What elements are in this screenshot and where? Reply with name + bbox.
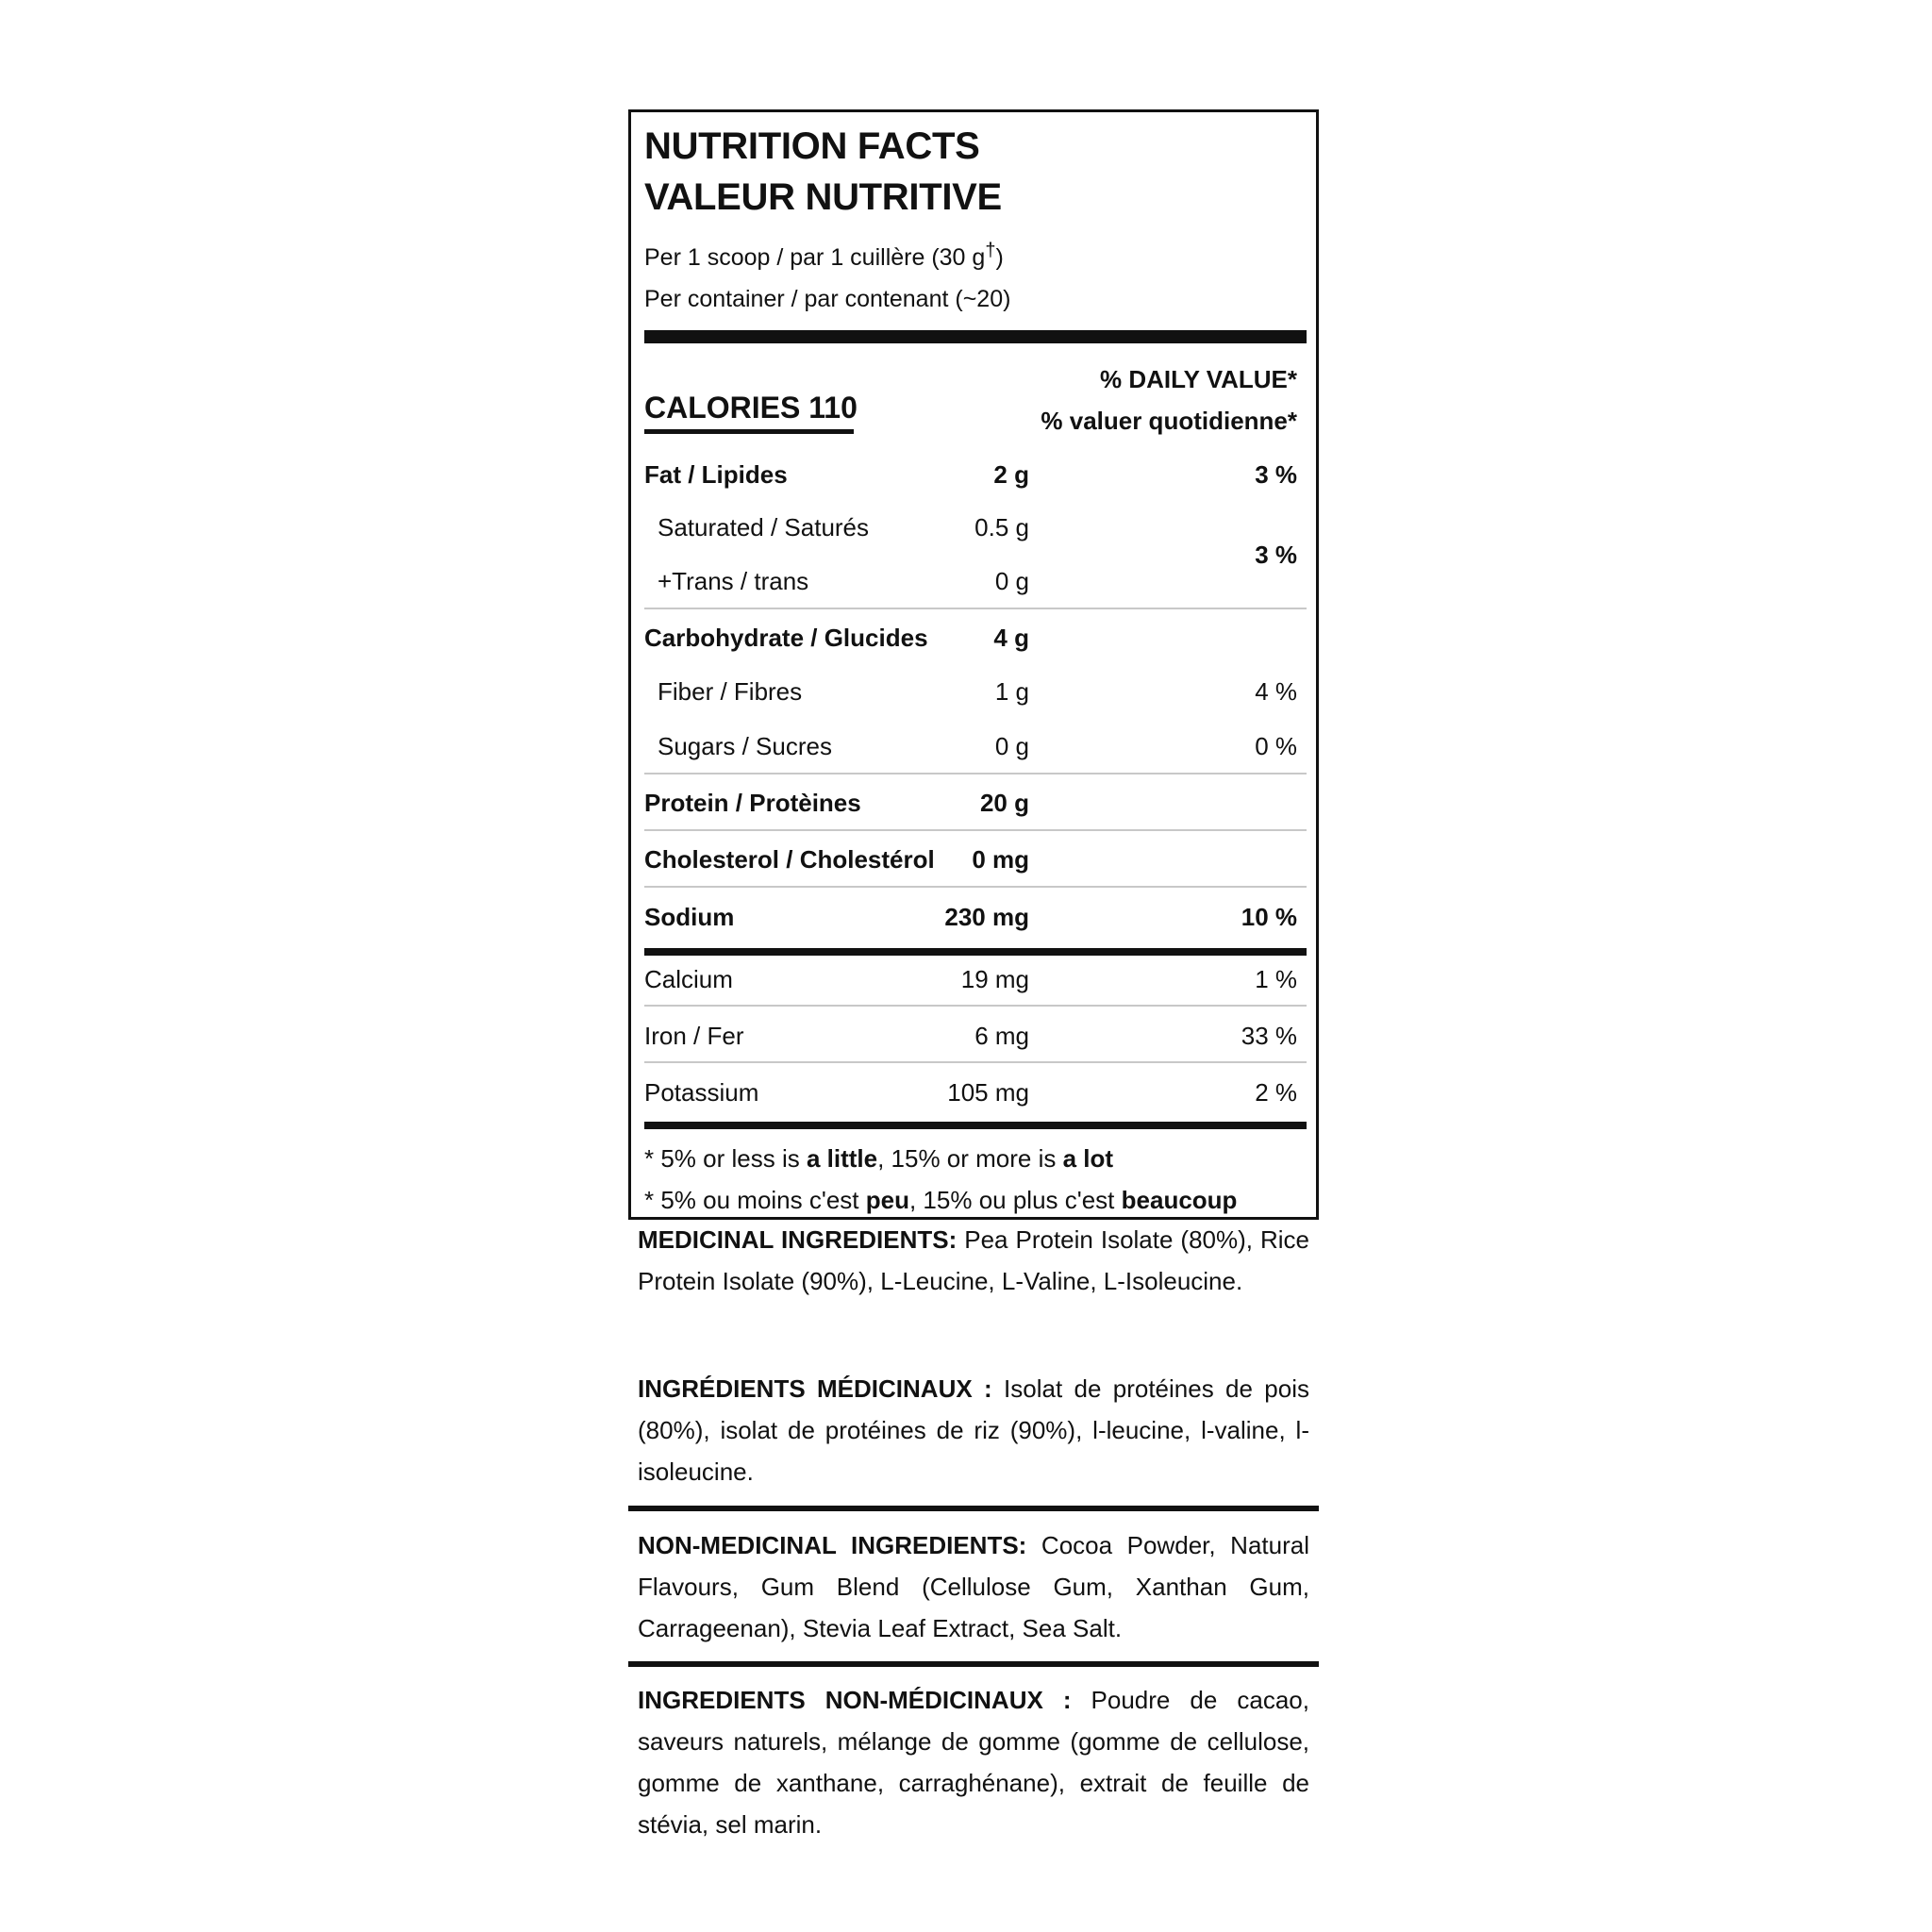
divider-line [644,1005,1307,1007]
non-medicinal-ingredients-en-heading: NON-MEDICINAL INGREDIENTS: [638,1531,1027,1559]
trans-amount: 0 g [994,567,1029,595]
serving-size-close: ) [995,244,1004,271]
calories-label: CALORIES 110 [644,391,858,425]
saturated-trans-daily-value: 3 % [1255,541,1297,569]
footnote-en-text: * 5% or less is [644,1144,807,1173]
divider-line [644,608,1307,609]
footnote-english [644,1144,1113,1174]
carbohydrate-amount: 4 g [993,624,1029,652]
divider-line [644,773,1307,774]
non-medicinal-ingredients-fr [638,1679,1309,1845]
iron-amount: 6 mg [974,1022,1029,1050]
carbohydrate-label: Carbohydrate / Glucides [644,624,928,652]
calcium-amount: 19 mg [960,965,1029,993]
footnote-fr-peu: peu [865,1186,909,1214]
ingredients-divider [628,1506,1319,1511]
footnote-en-little: a little [806,1144,878,1173]
divider-line [644,829,1307,831]
sugars-amount: 0 g [994,732,1029,760]
iron-daily-value: 33 % [1241,1022,1297,1050]
iron-label: Iron / Fer [644,1022,744,1050]
serving-size [644,240,1004,272]
servings-per-container: Per container / par contenant (~20) [644,286,1011,312]
serving-size-text: Per 1 scoop / par 1 cuillère (30 g [644,244,986,271]
fat-amount: 2 g [993,460,1029,489]
medicinal-ingredients-fr [638,1368,1309,1492]
fat-label: Fat / Lipides [644,460,788,489]
sodium-daily-value: 10 % [1241,903,1297,931]
potassium-amount: 105 mg [947,1078,1029,1107]
fat-daily-value: 3 % [1255,460,1297,489]
footnote-en-lot: a lot [1062,1144,1114,1173]
header-divider-bar [644,330,1307,343]
ingredients-divider [628,1661,1319,1667]
calcium-daily-value: 1 % [1255,965,1297,993]
non-medicinal-ingredients-fr-heading: INGREDIENTS NON-MÉDICINAUX : [638,1686,1072,1714]
medicinal-ingredients-en-text: Pea Protein Isolate (80%), Rice Protein Isolate (90%), L-Leucine, L-Valine, L-Isoleucine. [638,1225,1309,1295]
trans-label: +Trans / trans [658,567,809,595]
fiber-amount: 1 g [994,677,1029,706]
fiber-label: Fiber / Fibres [658,677,803,706]
medicinal-ingredients-fr-text: Isolat de protéines de pois (80%), isolat de protéines de riz (90%), l-leucine, l-valine, l-isoleucine. [638,1374,1309,1486]
calories-underline [644,429,854,434]
daily-value-heading-en: % DAILY VALUE* [1099,365,1297,393]
calcium-label: Calcium [644,965,733,993]
title-french: VALEUR NUTRITIVE [644,176,1002,218]
footnote-en-text: , 15% or more is [877,1144,1063,1173]
sugars-daily-value: 0 % [1255,732,1297,760]
footnote-divider-bar [644,1122,1307,1129]
footnote-french [644,1186,1237,1215]
vitamins-divider-bar [644,948,1307,956]
saturated-amount: 0.5 g [974,513,1029,541]
potassium-daily-value: 2 % [1255,1078,1297,1107]
non-medicinal-ingredients-en [638,1524,1309,1649]
sodium-amount: 230 mg [944,903,1029,931]
sugars-label: Sugars / Sucres [658,732,832,760]
non-medicinal-ingredients-en-text: Cocoa Powder, Natural Flavours, Gum Blend (Cellulose Gum, Xanthan Gum, Carrageenan), Stevia Leaf Extract, Sea Salt. [638,1531,1309,1642]
daily-value-heading-fr: % valuer quotidienne* [1041,407,1297,435]
medicinal-ingredients-en-heading: MEDICINAL INGREDIENTS: [638,1225,958,1254]
footnote-fr-text: , 15% ou plus c'est [908,1186,1122,1214]
saturated-label: Saturated / Saturés [658,513,870,541]
cholesterol-label: Cholesterol / Cholestérol [644,845,935,874]
protein-amount: 20 g [979,789,1029,817]
title-english: NUTRITION FACTS [644,125,980,167]
divider-line [644,886,1307,888]
sodium-label: Sodium [644,903,735,931]
fiber-daily-value: 4 % [1255,677,1297,706]
footnote-fr-text: * 5% ou moins c'est [644,1186,866,1214]
protein-label: Protein / Protèines [644,789,861,817]
potassium-label: Potassium [644,1078,759,1107]
dagger-mark: † [985,240,996,261]
non-medicinal-ingredients-fr-text: Poudre de cacao, saveurs naturels, mélange de gomme (gomme de cellulose, gomme de xanthane, carraghénane), extrait de feuille de stévia, sel marin. [638,1686,1309,1839]
footnote-fr-beaucoup: beaucoup [1121,1186,1238,1214]
divider-line [644,1061,1307,1063]
nutrition-facts-panel [628,109,1319,1220]
cholesterol-amount: 0 mg [972,845,1029,874]
medicinal-ingredients-en [638,1219,1309,1302]
medicinal-ingredients-fr-heading: INGRÉDIENTS MÉDICINAUX : [638,1374,992,1403]
